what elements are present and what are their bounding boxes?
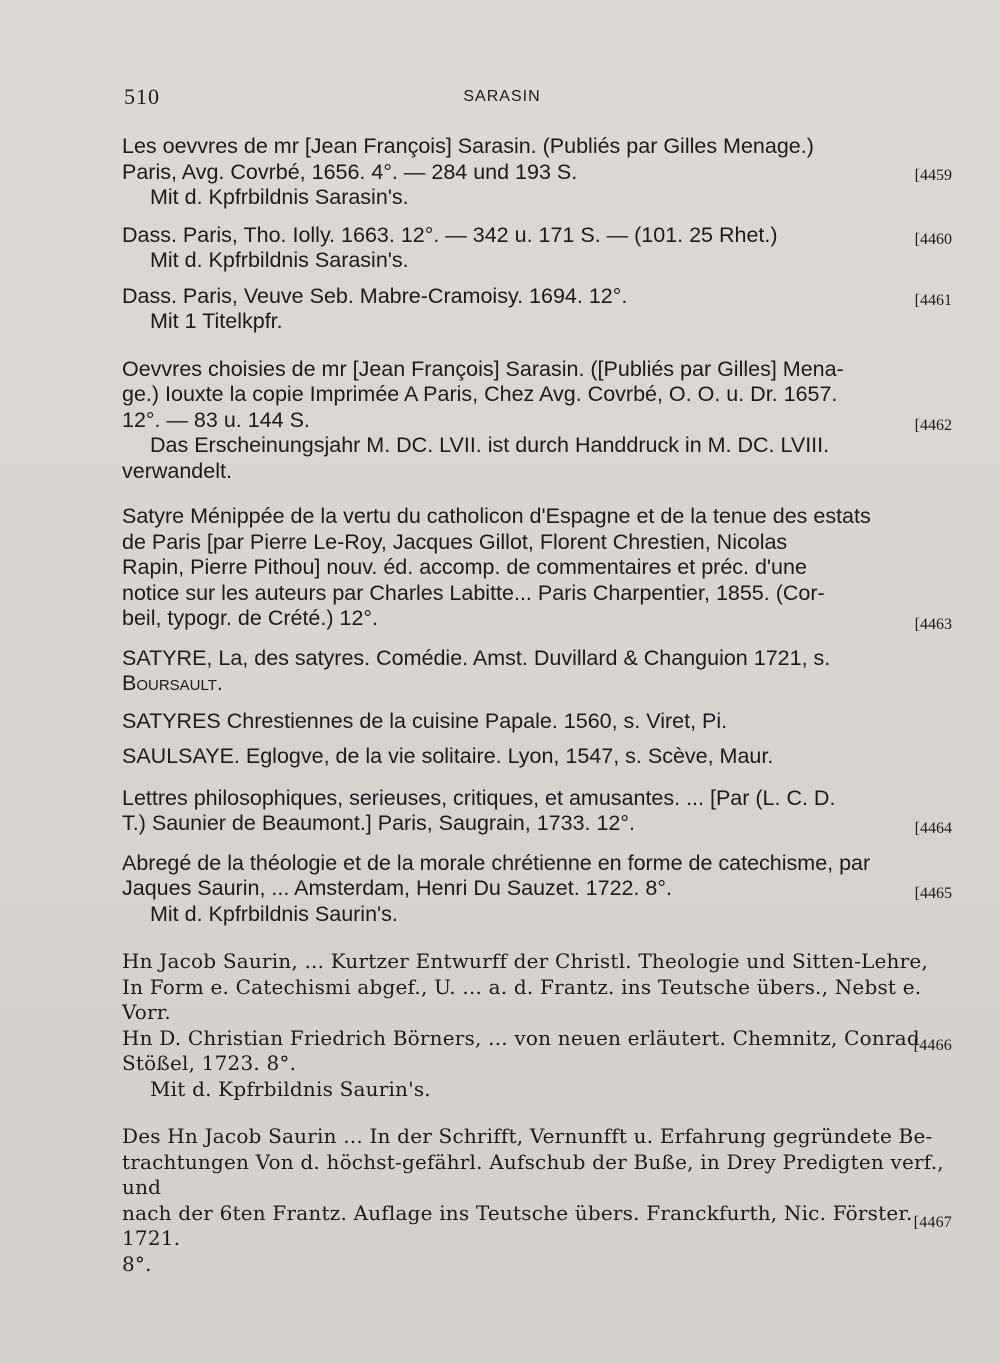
entry-line: trachtungen Von d. höchst-gefährl. Aufschub der Buße, in Drey Predigten verf., und xyxy=(122,1149,944,1199)
entry-4462 xyxy=(122,357,958,485)
entry-line: Jaques Saurin, ... Amsterdam, Henri Du Sauzet. 1722. 8°. xyxy=(122,876,672,900)
entry-line: Mit d. Kpfrbildnis Sarasin's. xyxy=(150,248,409,272)
entry-4461 xyxy=(122,284,958,335)
entry-line: 12°. — 83 u. 144 S. xyxy=(122,407,310,432)
entry-line: Boursault. xyxy=(122,671,223,695)
entry-line: beil, typogr. de Crété.) 12°. xyxy=(122,606,378,630)
entry-saulsaye-cross-reference xyxy=(122,744,958,770)
entry-line: Dass. Paris, Tho. Iolly. 1663. 12°. — 342 u. 171 S. — (101. 25 Rhet.) xyxy=(122,222,778,247)
entry-number: [4462 xyxy=(914,416,952,434)
entry-line: T.) Saunier de Beaumont.] Paris, Saugrain, 1733. 12°. xyxy=(122,811,635,835)
entry-4466 xyxy=(122,949,958,1102)
entry-number: [4460 xyxy=(914,230,952,248)
entry-line: Paris, Avg. Covrbé, 1656. 4°. — 284 und 193 S. xyxy=(122,159,578,184)
running-title: SARASIN xyxy=(463,88,541,105)
entry-line: Mit d. Kpfrbildnis Sarasin's. xyxy=(150,185,409,209)
entry-line: 8°. xyxy=(122,1251,152,1276)
entry-line: SAULSAYE. Eglogve, de la vie solitaire. Lyon, 1547, s. Scève, Maur. xyxy=(122,744,774,768)
entry-4467 xyxy=(122,1124,958,1277)
entry-line: Rapin, Pierre Pithou] nouv. éd. accomp. de commentaires et préc. d'une xyxy=(122,555,807,579)
entry-line: Dass. Paris, Veuve Seb. Mabre-Cramoisy. 1694. 12°. xyxy=(122,283,628,308)
bibliography-entries xyxy=(122,134,958,1277)
entry-satyres-cross-reference xyxy=(122,709,958,735)
entry-number: [4464 xyxy=(914,819,952,837)
entry-line: Das Erscheinungsjahr M. DC. LVII. ist durch Handdruck in M. DC. LVIII. xyxy=(150,433,830,457)
entry-line: In Form e. Catechismi abgef., U. ... a. d. Frantz. ins Teutsche übers., Nebst e. Vorr. xyxy=(122,974,922,1024)
entry-line: Mit 1 Titelkpfr. xyxy=(150,309,283,333)
entry-line: Les oevvres de mr [Jean François] Sarasin. (Publiés par Gilles Menage.) xyxy=(122,134,814,158)
entry-line: verwandelt. xyxy=(122,458,232,483)
entry-line: Lettres philosophiques, serieuses, critiques, et amusantes. ... [Par (L. C. D. xyxy=(122,785,836,810)
entry-line: Hn Jacob Saurin, ... Kurtzer Entwurff der Christl. Theologie und Sitten-Lehre, xyxy=(122,949,928,973)
entry-4459 xyxy=(122,134,958,211)
entry-line: Satyre Ménippée de la vertu du catholicon d'Espagne et de la tenue des estats xyxy=(122,504,871,528)
entry-line: SATYRES Chrestiennes de la cuisine Papale. 1560, s. Viret, Pi. xyxy=(122,708,728,733)
entry-line: Oevvres choisies de mr [Jean François] Sarasin. ([Publiés par Gilles] Mena- xyxy=(122,356,844,381)
entry-4463 xyxy=(122,504,958,632)
entry-line: Mit d. Kpfrbildnis Saurin's. xyxy=(150,1076,431,1101)
entry-number: [4467 xyxy=(913,1214,952,1231)
entry-number: [4465 xyxy=(914,884,952,902)
entry-line: Abregé de la théologie et de la morale chrétienne en forme de catechisme, par xyxy=(122,850,871,875)
entry-line: SATYRE, La, des satyres. Comédie. Amst. Duvillard & Changuion 1721, s. xyxy=(122,645,831,670)
entry-4460 xyxy=(122,223,958,274)
page-number: 510 xyxy=(124,84,160,109)
page-header xyxy=(124,84,944,114)
entry-line: ge.) Iouxte la copie Imprimée A Paris, Chez Avg. Covrbé, O. O. u. Dr. 1657. xyxy=(122,382,838,406)
entry-line: Stößel, 1723. 8°. xyxy=(122,1051,297,1075)
entry-number: [4466 xyxy=(913,1037,952,1054)
entry-number: [4463 xyxy=(914,616,952,633)
entry-line: Hn D. Christian Friedrich Börners, ... von neuen erläutert. Chemnitz, Conrad xyxy=(122,1025,920,1050)
entry-number: [4459 xyxy=(914,167,952,184)
entry-line: notice sur les auteurs par Charles Labitte... Paris Charpentier, 1855. (Cor- xyxy=(122,580,825,605)
entry-line: Mit d. Kpfrbildnis Saurin's. xyxy=(150,901,398,926)
entry-4465 xyxy=(122,851,958,928)
entry-line: de Paris [par Pierre Le-Roy, Jacques Gillot, Florent Chrestien, Nicolas xyxy=(122,529,788,554)
entry-number: [4461 xyxy=(914,291,952,309)
entry-satyre-cross-reference xyxy=(122,646,958,697)
entry-4464 xyxy=(122,786,958,837)
entry-line: nach der 6ten Frantz. Auflage ins Teutsche übers. Franckfurth, Nic. Förster. 1721. xyxy=(122,1200,913,1250)
entry-line: Des Hn Jacob Saurin ... In der Schrifft, Vernunfft u. Erfahrung gegründete Be- xyxy=(122,1124,933,1148)
